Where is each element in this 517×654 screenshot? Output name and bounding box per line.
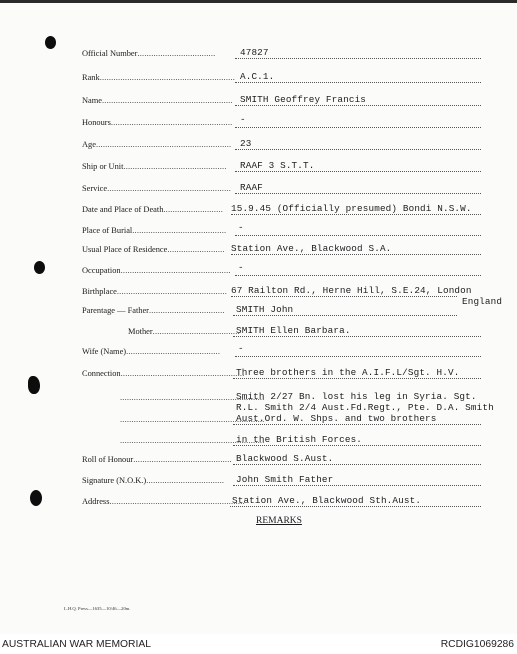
archive-footer	[0, 634, 517, 654]
punch-hole	[34, 261, 45, 274]
roll-of-honour-value: Blackwood S.Aust.	[236, 453, 334, 464]
death-line	[231, 214, 481, 215]
service-value: RAAF	[240, 182, 263, 193]
remarks-heading: REMARKS	[256, 516, 302, 526]
mother-value: SMITH Ellen Barbara.	[236, 325, 351, 336]
service-line	[235, 193, 481, 194]
connection-line-4: Aust.Ord. W. Shps. and two brothers	[236, 413, 437, 424]
rank-line	[235, 82, 481, 83]
wife-line	[235, 356, 481, 357]
birthplace-label: Birthplace................................................	[82, 287, 227, 296]
punch-hole	[45, 36, 56, 49]
ship-or-unit-label: Ship or Unit.............................................	[82, 162, 227, 171]
connection-line-1: Three brothers in the A.I.F.L/Sgt. H.V.	[236, 367, 460, 378]
name-line	[235, 105, 481, 106]
official-number-value: 47827	[240, 47, 269, 58]
occupation-value: -	[238, 262, 244, 273]
occupation-line	[235, 275, 481, 276]
father-label: Parentage — Father.................................	[82, 306, 225, 315]
official-number-label: Official Number..................................	[82, 49, 216, 58]
mother-line	[233, 336, 481, 337]
signature-line	[233, 485, 481, 486]
service-label: Service......................................................	[82, 184, 231, 193]
address-value: Station Ave., Blackwood Sth.Aust.	[232, 495, 422, 506]
connection-line-5: in the British Forces.	[236, 434, 363, 445]
ship-or-unit-value: RAAF 3 S.T.T.	[240, 160, 315, 171]
connection-rule-1	[233, 378, 481, 379]
official-number-line	[235, 58, 481, 59]
death-label: Date and Place of Death..........................	[82, 205, 224, 214]
roll-of-honour-label: Roll of Honour...........................................	[82, 455, 232, 464]
father-line	[233, 315, 457, 316]
wife-value: -	[238, 343, 244, 354]
name-label: Name.........................................................	[82, 96, 233, 105]
address-label: Address...........................................................	[82, 497, 245, 506]
archive-name: AUSTRALIAN WAR MEMORIAL	[2, 639, 151, 650]
connection-dots-2: ...............................................................	[120, 393, 265, 402]
wife-label: Wife (Name).........................................	[82, 347, 221, 356]
connection-rule-4	[233, 445, 481, 446]
page-top-edge	[0, 0, 517, 3]
rank-label: Rank...........................................................	[82, 73, 236, 82]
ship-or-unit-line	[235, 171, 481, 172]
connection-line-2: Smith 2/27 Bn. lost his leg in Syria. Sgt.	[236, 391, 477, 402]
death-value: 15.9.45 (Officially presumed) Bondi N.S.W.	[231, 203, 472, 214]
address-line	[230, 506, 481, 507]
connection-label: Connection......................................................	[82, 369, 245, 378]
punch-hole	[30, 490, 42, 506]
honours-value: -	[240, 114, 246, 125]
birthplace-value-continued: England	[462, 296, 503, 307]
age-value: 23	[240, 138, 252, 149]
residence-label: Usual Place of Residence.........................	[82, 245, 225, 254]
connection-dots-3: ...............................................................	[120, 415, 265, 424]
signature-value: John Smith Father	[236, 474, 334, 485]
honours-line	[235, 127, 481, 128]
age-label: Age...........................................................	[82, 140, 232, 149]
printer-imprint: L.H.Q. Press—1635—10/46—20m.	[64, 606, 131, 611]
birthplace-line	[231, 296, 457, 297]
connection-rule-3	[233, 424, 481, 425]
punch-hole	[28, 376, 40, 394]
occupation-label: Occupation................................................	[82, 266, 231, 275]
age-line	[235, 149, 481, 150]
burial-value: -	[238, 222, 244, 233]
rank-value: A.C.1.	[240, 71, 275, 82]
father-value: SMITH John	[236, 304, 294, 315]
connection-dots-4: ...............................................................	[120, 436, 265, 445]
burial-line	[235, 235, 481, 236]
honours-label: Honours.....................................................	[82, 118, 233, 127]
mother-label: Mother......................................	[128, 327, 240, 336]
signature-label: Signature (N.O.K.)..................................	[82, 476, 225, 485]
residence-line	[231, 254, 481, 255]
birthplace-value: 67 Railton Rd., Herne Hill, S.E.24, London	[231, 285, 472, 296]
burial-label: Place of Burial.........................................	[82, 226, 227, 235]
name-value: SMITH Geoffrey Francis	[240, 94, 367, 105]
roll-of-honour-line	[233, 464, 481, 465]
residence-value: Station Ave., Blackwood S.A.	[231, 243, 392, 254]
connection-line-3: R.L. Smith 2/4 Aust.Fd.Regt., Pte. D.A. Smith	[236, 402, 494, 413]
archive-reference: RCDIG1069286	[440, 639, 514, 650]
